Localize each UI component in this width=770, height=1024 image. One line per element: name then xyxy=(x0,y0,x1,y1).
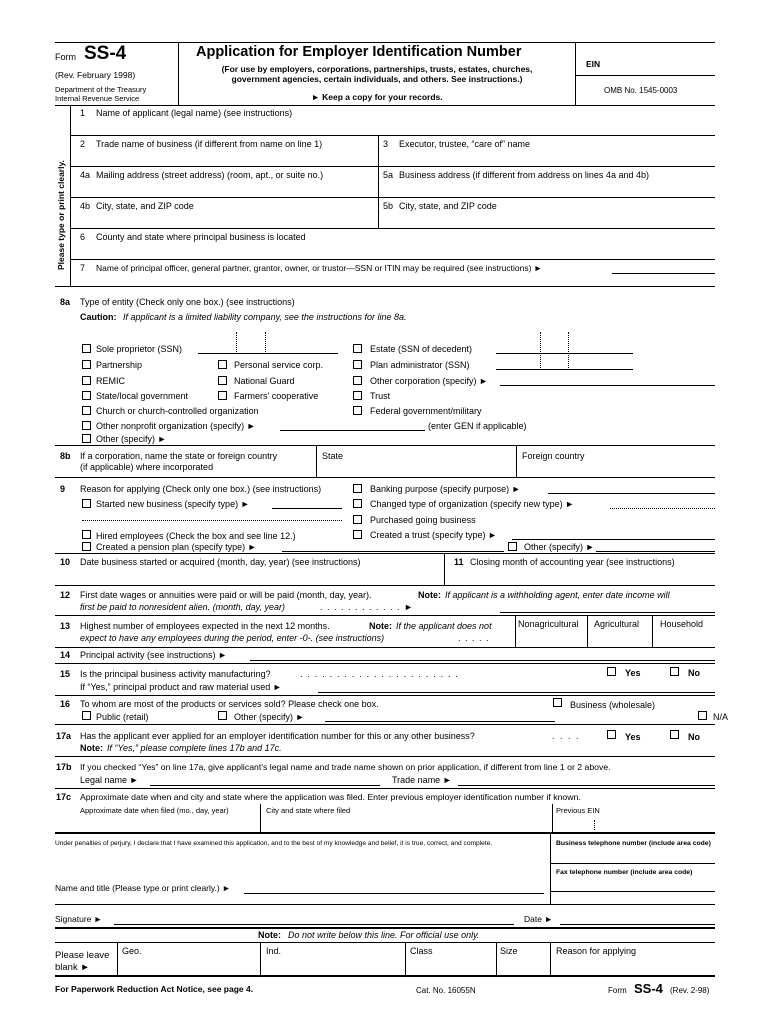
line17a-bottom-rule xyxy=(55,756,715,757)
dept-line2: Internal Revenue Service xyxy=(55,94,140,103)
line9-bottom-rule xyxy=(55,553,715,554)
line7-bottom-rule xyxy=(55,286,715,287)
mailing-city-state-zip-field[interactable] xyxy=(72,212,376,226)
line15-label2: If “Yes,” principal product and raw material used ► xyxy=(80,682,282,692)
ssn-dotted-sep-4 xyxy=(568,332,569,368)
line8b-divider-1 xyxy=(316,445,317,477)
pension-plan-field[interactable] xyxy=(282,551,504,552)
signature-bottom-rule xyxy=(55,927,715,929)
household-header: Household xyxy=(660,619,704,629)
trade-name-label: Trade name ► xyxy=(392,775,452,785)
line14-number: 14 xyxy=(60,650,71,660)
official-divider-1 xyxy=(117,942,118,975)
line3-label: Executor, trustee, “care of” name xyxy=(399,139,531,149)
national-guard-label: National Guard xyxy=(234,376,295,386)
line13-note-text: If the applicant does not xyxy=(396,621,492,631)
line2-5-divider xyxy=(378,135,379,228)
line5a-number: 5a xyxy=(383,170,394,180)
line15-leader-dots: . . . . . . . . . . . . . . . . . . . . . . xyxy=(300,669,460,679)
name-title-field[interactable] xyxy=(244,893,544,894)
line13-note-label: Note: xyxy=(369,621,392,631)
line15-label: Is the principal business activity manufacturing? xyxy=(80,669,271,679)
official-divider-5 xyxy=(550,942,551,975)
line4a-bottom-rule xyxy=(70,197,715,198)
agricultural-header: Agricultural xyxy=(594,619,640,629)
city-state-filed-field[interactable] xyxy=(262,816,550,831)
other-corporation-checkbox[interactable] xyxy=(353,376,362,385)
banking-purpose-field[interactable] xyxy=(548,493,715,494)
line4b-number: 4b xyxy=(80,201,91,211)
name-title-label: Name and title (Please type or print clearly.) ► xyxy=(55,883,231,893)
federal-gov-checkbox[interactable] xyxy=(353,406,362,415)
revision-date: (Rev. February 1998) xyxy=(55,70,136,80)
line17b-label: If you checked “Yes” on line 17a, give applicant’s legal name and trade name shown on prior application, if different from line 1 or 2 above. xyxy=(80,762,611,772)
other-corporation-label: Other corporation (specify) ► xyxy=(370,376,488,386)
foreign-country-label: Foreign country xyxy=(522,451,585,461)
paperwork-notice: For Paperwork Reduction Act Notice, see page 4. xyxy=(55,984,254,994)
sole-proprietor-label: Sole proprietor (SSN) xyxy=(96,344,183,354)
church-checkbox[interactable] xyxy=(82,406,91,415)
line8a-label: Type of entity (Check only one box.) (see instructions) xyxy=(80,297,295,307)
business-address-field[interactable] xyxy=(380,181,713,195)
line13-number: 13 xyxy=(60,621,71,631)
business-phone-field[interactable] xyxy=(554,849,714,862)
foreign-country-field[interactable] xyxy=(518,462,713,475)
banking-purpose-checkbox[interactable] xyxy=(353,484,362,493)
line15-number: 15 xyxy=(60,669,71,679)
hired-employees-checkbox[interactable] xyxy=(82,530,91,539)
state-of-incorporation-label: State xyxy=(322,451,344,461)
started-new-business-checkbox[interactable] xyxy=(82,499,91,508)
line2-label: Trade name of business (if different from name on line 1) xyxy=(96,139,323,149)
signature-label: Signature ► xyxy=(55,914,103,924)
enter-gen-label: (enter GEN if applicable) xyxy=(428,421,527,431)
trade-name-field[interactable] xyxy=(72,150,376,164)
top-rule xyxy=(55,42,715,43)
line10-11-divider xyxy=(444,553,445,585)
line12-leader-dots: . . . . . . . . . . . . ► xyxy=(320,602,414,612)
prior-ein-no-label: No xyxy=(688,732,700,742)
line9-number: 9 xyxy=(60,484,66,494)
mailing-address-field[interactable] xyxy=(72,181,376,195)
line17b-bottom-rule xyxy=(55,788,715,789)
county-state-field[interactable] xyxy=(72,243,713,257)
other-entity-checkbox[interactable] xyxy=(82,434,91,443)
estate-ssn-field[interactable] xyxy=(496,353,633,354)
church-label: Church or church-controlled organization xyxy=(96,406,259,416)
line2-number: 2 xyxy=(80,139,86,149)
household-field[interactable] xyxy=(654,631,714,646)
other-customer-checkbox[interactable] xyxy=(218,711,227,720)
changed-type-field[interactable] xyxy=(610,508,715,509)
line6-bottom-rule xyxy=(70,259,715,260)
prior-trade-name-field[interactable] xyxy=(458,785,715,786)
side-print-label: Please type or print clearly. xyxy=(56,160,66,270)
previous-ein-field[interactable] xyxy=(554,816,714,831)
line1-bottom-rule xyxy=(70,135,715,136)
line12-label1: First date wages or annuities were paid or will be paid (month, day, year). xyxy=(80,590,372,600)
official-note-label: Note: xyxy=(258,930,281,940)
line12-note-text: If applicant is a withholding agent, enter date income will xyxy=(445,590,670,600)
other-nonprofit-field[interactable] xyxy=(280,430,425,431)
other-entity-label: Other (specify) ► xyxy=(96,434,167,444)
line10-label: Date business started or acquired (month, day, year) (see instructions) xyxy=(80,557,361,567)
prior-ein-no-checkbox[interactable] xyxy=(670,730,679,739)
dept-line1: Department of the Treasury xyxy=(55,85,147,94)
approx-date-field[interactable] xyxy=(80,816,258,831)
applicant-name-field[interactable] xyxy=(72,119,713,134)
line17a-label: Has the applicant ever applied for an employer identification number for this or any other business? xyxy=(80,731,475,741)
line14-bottom-rule xyxy=(55,663,715,664)
ein-label: EIN xyxy=(586,59,601,69)
ssn-dotted-sep-2 xyxy=(265,332,266,352)
trust-checkbox[interactable] xyxy=(353,391,362,400)
line13-label1: Highest number of employees expected in the next 12 months. xyxy=(80,621,330,631)
line17c-divider-2 xyxy=(552,804,553,832)
sole-proprietor-ssn-field[interactable] xyxy=(198,353,338,354)
plan-administrator-label: Plan administrator (SSN) xyxy=(370,360,470,370)
line13-divider-3 xyxy=(652,615,653,647)
line2-bottom-rule xyxy=(70,166,715,167)
line10-number: 10 xyxy=(60,557,71,567)
farmers-coop-label: Farmers' cooperative xyxy=(234,391,319,401)
sole-proprietor-checkbox[interactable] xyxy=(82,344,91,353)
date-started-field[interactable] xyxy=(80,569,442,583)
line3-number: 3 xyxy=(383,139,389,149)
line5b-label: City, state, and ZIP code xyxy=(399,201,497,211)
official-divider-4 xyxy=(496,942,497,975)
trust-label: Trust xyxy=(370,391,391,401)
footer-form-label: Form xyxy=(608,986,627,995)
line12-note-label: Note: xyxy=(418,590,441,600)
official-bottom-rule xyxy=(55,975,715,977)
created-trust-checkbox[interactable] xyxy=(353,530,362,539)
line6-label: County and state where principal business is located xyxy=(96,232,306,242)
header-divider-left xyxy=(178,42,179,105)
line5a-label: Business address (if different from address on lines 4a and 4b) xyxy=(399,170,649,180)
line10-bottom-rule xyxy=(55,585,715,586)
manufacturing-no-checkbox[interactable] xyxy=(670,667,679,676)
public-retail-checkbox[interactable] xyxy=(82,711,91,720)
line7-label: Name of principal officer, general partner, grantor, owner, or trustor—SSN or ITIN may be required (see instructions) ► xyxy=(96,263,543,273)
perjury-statement: Under penalties of perjury, I declare that I have examined this application, and to the best of my knowledge and belief, it is true, correct, and complete. xyxy=(55,840,493,847)
partnership-checkbox[interactable] xyxy=(82,360,91,369)
fax-phone-label: Fax telephone number (include area code) xyxy=(556,869,693,876)
other-reason-field[interactable] xyxy=(596,551,715,552)
care-of-field[interactable] xyxy=(380,150,713,164)
line8b-label2: (if applicable) where incorporated xyxy=(80,462,214,472)
line13-divider-1 xyxy=(515,615,516,647)
line12-number: 12 xyxy=(60,590,71,600)
line13-bottom-rule xyxy=(55,647,715,648)
started-new-business-label: Started new business (specify type) ► xyxy=(96,499,250,509)
remic-checkbox[interactable] xyxy=(82,376,91,385)
footer-revision: (Rev. 2-98) xyxy=(670,986,710,995)
line16-bottom-rule xyxy=(55,724,715,725)
other-reason-checkbox[interactable] xyxy=(508,542,517,551)
phone-box-bottom-rule xyxy=(550,891,715,892)
changed-type-label: Changed type of organization (specify new type) ► xyxy=(370,499,575,509)
prior-ein-yes-checkbox[interactable] xyxy=(607,730,616,739)
line17a-note-text: If “Yes,” please complete lines 17b and 17c. xyxy=(107,743,282,753)
manufacturing-yes-label: Yes xyxy=(625,668,641,678)
geo-label: Geo. xyxy=(122,946,142,956)
blank-label: blank ► xyxy=(55,962,90,973)
line4a-label: Mailing address (street address) (room, apt., or suite no.) xyxy=(96,170,324,180)
state-local-gov-checkbox[interactable] xyxy=(82,391,91,400)
line14-label: Principal activity (see instructions) ► xyxy=(80,650,227,660)
line17a-note-label: Note: xyxy=(80,743,103,753)
line8b-divider-2 xyxy=(516,445,517,477)
other-corporation-field[interactable] xyxy=(500,385,715,386)
line17b-number: 17b xyxy=(56,762,72,772)
changed-type-checkbox[interactable] xyxy=(353,499,362,508)
line11-number: 11 xyxy=(454,557,464,567)
subtitle-line2: government agencies, certain individuals, and others. See instructions.) xyxy=(231,74,523,84)
header-divider-right xyxy=(575,42,576,105)
banking-purpose-label: Banking purpose (specify purpose) ► xyxy=(370,484,521,494)
line17c-bottom-rule xyxy=(55,832,715,834)
other-customer-label: Other (specify) ► xyxy=(234,712,305,722)
signature-field[interactable] xyxy=(114,924,514,925)
partnership-label: Partnership xyxy=(96,360,143,370)
closing-month-field[interactable] xyxy=(446,569,713,583)
national-guard-checkbox[interactable] xyxy=(218,376,227,385)
form-number: SS-4 xyxy=(84,43,127,64)
manufacturing-yes-checkbox[interactable] xyxy=(607,667,616,676)
line8b-number: 8b xyxy=(60,451,71,461)
line8a-bottom-rule xyxy=(55,445,715,446)
line17c-divider-1 xyxy=(260,804,261,832)
form-title: Application for Employer Identification Number xyxy=(196,44,522,60)
estate-label: Estate (SSN of decedent) xyxy=(370,344,473,354)
pension-plan-checkbox[interactable] xyxy=(82,542,91,551)
line16-number: 16 xyxy=(60,699,71,709)
line17c-number: 17c xyxy=(56,792,72,802)
line11-label: Closing month of accounting year (see instructions) xyxy=(470,557,675,567)
fax-phone-field[interactable] xyxy=(554,878,714,890)
line5b-number: 5b xyxy=(383,201,394,211)
previous-ein-header: Previous EIN xyxy=(556,806,600,815)
line12-label2: first be paid to nonresident alien. (month, day, year) xyxy=(80,602,285,612)
purchased-going-business-label: Purchased going business xyxy=(370,515,476,525)
line8a-caution-text: If applicant is a limited liability company, see the instructions for line 8a. xyxy=(123,312,407,322)
plan-admin-ssn-field[interactable] xyxy=(496,369,633,370)
ein-rule xyxy=(575,75,715,76)
other-nonprofit-checkbox[interactable] xyxy=(82,421,91,430)
city-state-filed-header: City and state where filed xyxy=(266,806,351,815)
line13-label2: expect to have any employees during the period, enter -0-. (see instructions) xyxy=(80,633,385,643)
line17a-leader-dots: . . . . xyxy=(552,731,581,741)
line13-divider-2 xyxy=(587,615,588,647)
official-note-text: Do not write below this line. For official use only. xyxy=(288,930,480,940)
started-new-business-field[interactable] xyxy=(272,508,342,509)
please-leave-label: Please leave xyxy=(55,950,110,961)
other-nonprofit-label: Other nonprofit organization (specify) ► xyxy=(96,421,256,431)
manufacturing-no-label: No xyxy=(688,668,700,678)
farmers-coop-checkbox[interactable] xyxy=(218,391,227,400)
line17c-label: Approximate date when and city and state where the application was filed. Enter previous employer identification number if known. xyxy=(80,792,581,802)
omb-number: OMB No. 1545-0003 xyxy=(604,86,678,95)
line6-number: 6 xyxy=(80,232,86,242)
plan-administrator-checkbox[interactable] xyxy=(353,360,362,369)
class-label: Class xyxy=(410,946,433,956)
business-city-state-zip-field[interactable] xyxy=(380,212,713,226)
remic-label: REMIC xyxy=(96,376,125,386)
prior-legal-name-field[interactable] xyxy=(150,785,380,786)
form-label: Form xyxy=(55,52,76,62)
official-header-rule xyxy=(55,942,715,943)
line17a-number: 17a xyxy=(56,731,72,741)
line15-bottom-rule xyxy=(55,695,715,696)
header-bottom-rule xyxy=(55,105,715,106)
ssn-dotted-sep-1 xyxy=(236,332,237,352)
created-trust-field[interactable] xyxy=(512,539,715,540)
principal-officer-field[interactable] xyxy=(612,273,715,274)
estate-checkbox[interactable] xyxy=(353,344,362,353)
name-title-bottom-rule xyxy=(55,904,715,905)
pension-plan-label: Created a pension plan (specify type) ► xyxy=(96,542,257,552)
na-label: N/A xyxy=(713,712,729,722)
principal-activity-field[interactable] xyxy=(250,660,715,661)
footer-form-number: SS-4 xyxy=(634,981,663,996)
business-wholesale-label: Business (wholesale) xyxy=(570,700,656,710)
line4b-bottom-rule xyxy=(70,228,715,229)
line9-label: Reason for applying (Check only one box.) (see instructions) xyxy=(80,484,322,494)
subtitle-line1: (For use by employers, corporations, partnerships, trusts, estates, churches, xyxy=(221,64,533,74)
date-label: Date ► xyxy=(524,914,553,924)
keep-copy-note: ► Keep a copy for your records. xyxy=(311,92,443,102)
line4a-number: 4a xyxy=(80,170,91,180)
line8b-bottom-rule xyxy=(55,477,715,478)
catalog-number: Cat. No. 16055N xyxy=(416,986,476,995)
federal-gov-label: Federal government/military xyxy=(370,406,482,416)
line4b-label: City, state, and ZIP code xyxy=(96,201,194,211)
legal-name-label: Legal name ► xyxy=(80,775,139,785)
approx-date-header: Approximate date when filed (mo., day, year) xyxy=(80,806,229,815)
phone-box-mid-rule xyxy=(550,863,715,864)
line8b-label1: If a corporation, name the state or foreign country xyxy=(80,451,278,461)
hired-employees-label: Hired employees (Check the box and see line 12.) xyxy=(96,531,296,541)
signature-date-field[interactable] xyxy=(560,924,715,925)
nonagricultural-field[interactable] xyxy=(517,631,585,646)
public-retail-label: Public (retail) xyxy=(96,712,149,722)
business-wholesale-checkbox[interactable] xyxy=(553,698,562,707)
first-wages-date-field[interactable] xyxy=(500,612,715,613)
previous-ein-dotted-sep xyxy=(594,820,595,830)
reason-for-applying-label: Reason for applying xyxy=(556,946,637,956)
line16-label: To whom are most of the products or services sold? Please check one box. xyxy=(80,699,379,709)
phone-box-divider xyxy=(550,832,551,904)
other-customer-field[interactable] xyxy=(325,721,555,722)
principal-product-field[interactable] xyxy=(318,692,715,693)
line8a-number: 8a xyxy=(60,297,71,307)
started-new-business-field-2[interactable] xyxy=(82,520,342,521)
nonagricultural-header: Nonagricultural xyxy=(518,619,579,629)
agricultural-field[interactable] xyxy=(589,631,650,646)
line7-number: 7 xyxy=(80,263,86,273)
na-checkbox[interactable] xyxy=(698,711,707,720)
ind-label: Ind. xyxy=(266,946,282,956)
prior-ein-yes-label: Yes xyxy=(625,732,641,742)
ssn-dotted-sep-3 xyxy=(540,332,541,368)
line8a-caution-label: Caution: xyxy=(80,312,117,322)
personal-service-corp-label: Personal service corp. xyxy=(234,360,324,370)
state-local-gov-label: State/local government xyxy=(96,391,189,401)
business-phone-label: Business telephone number (include area code) xyxy=(556,840,711,847)
line12-bottom-rule xyxy=(55,615,715,616)
line1-number: 1 xyxy=(80,108,86,118)
state-of-incorporation-field[interactable] xyxy=(318,462,514,475)
created-trust-label: Created a trust (specify type) ► xyxy=(370,530,497,540)
personal-service-corp-checkbox[interactable] xyxy=(218,360,227,369)
purchased-going-business-checkbox[interactable] xyxy=(353,515,362,524)
line13-leader-dots: . . . . . xyxy=(458,633,490,643)
official-divider-2 xyxy=(260,942,261,975)
official-divider-3 xyxy=(405,942,406,975)
size-label: Size xyxy=(500,946,518,956)
other-reason-label: Other (specify) ► xyxy=(524,542,595,552)
line1-label: Name of applicant (legal name) (see instructions) xyxy=(96,108,293,118)
